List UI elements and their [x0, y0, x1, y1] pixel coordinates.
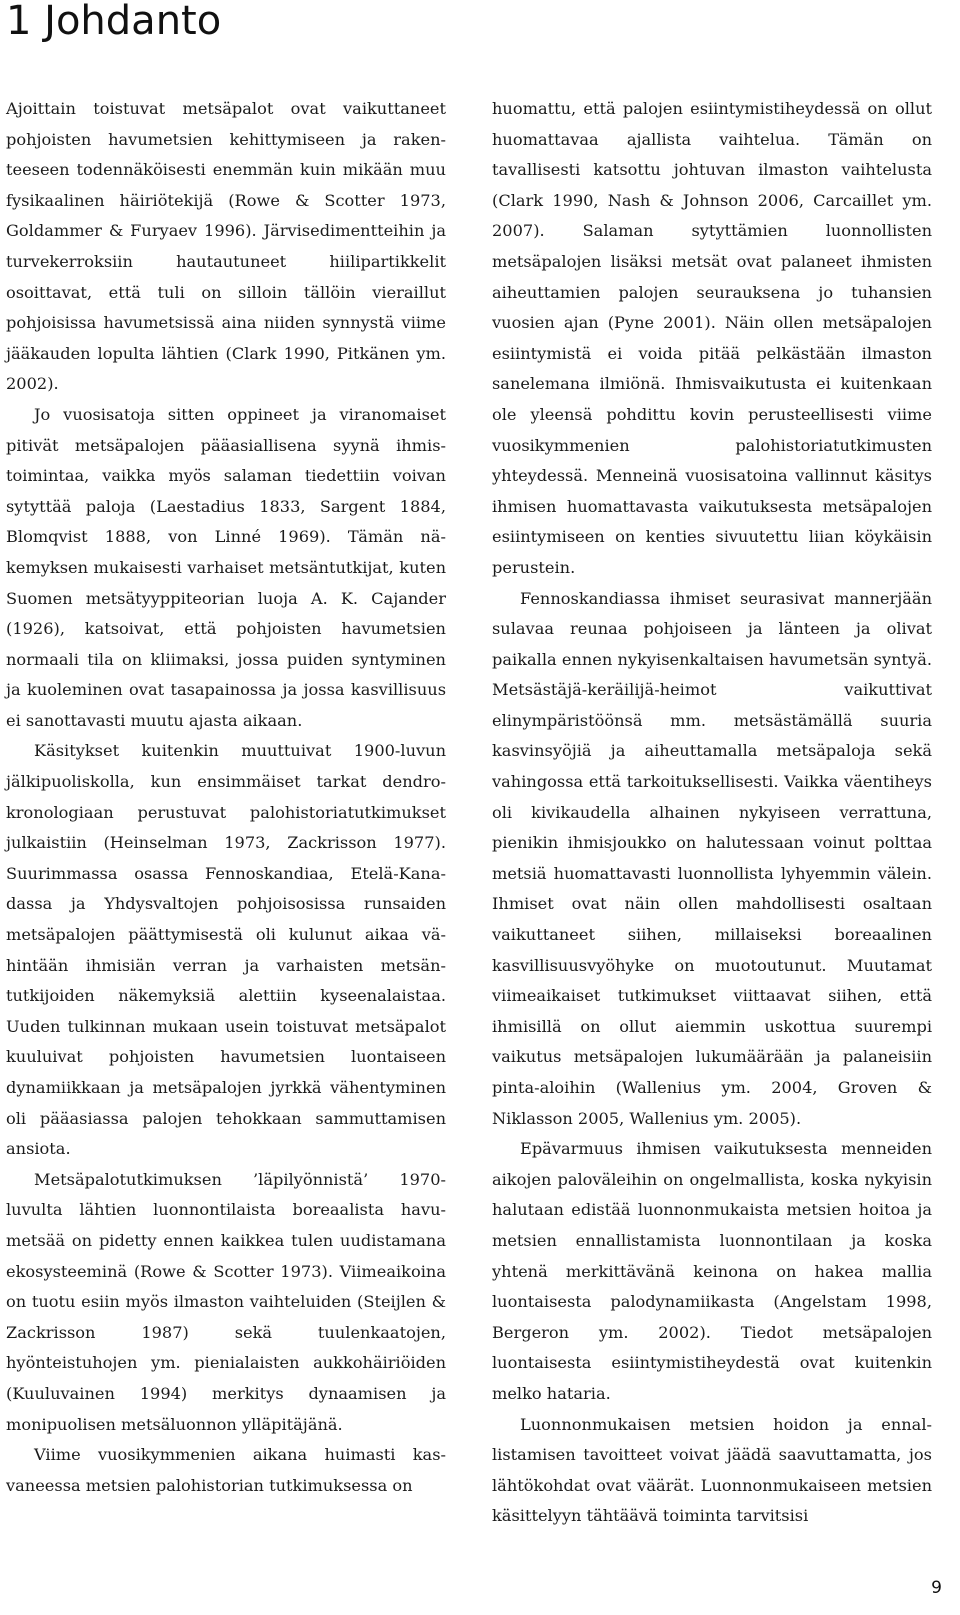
paragraph: Viime vuosikymmenien aikana huimasti kasvaneessa metsien palohistorian tutkimuksessa on	[6, 1445, 446, 1495]
paragraph: Metsäpalotutkimuksen ’läpilyönnistä’ 1970-luvulta lähtien luonnontilaista boreaalista havumetsää on pidetty ennen kaikkea tulen uudistamana ekosysteeminä (Rowe & Scotter 1973). Viimeaikoina on tuotu esiin myös ilmaston vaihteluiden (Steijlen & Zackrisson 1987) sekä tuulenkaatojen, hyönteistuhojen ym. pienialaisten aukkohäiriöiden (Kuuluvainen 1994) merkitys dynaamisen ja monipuolisen metsäluonnon ylläpitäjänä.	[6, 1169, 446, 1434]
left-column	[6, 94, 446, 1501]
paragraph: Ajoittain toistuvat metsäpalot ovat vaikuttaneet pohjoisten havumetsien kehittymiseen ja rakenteeseen todennäköisesti enemmän kuin mikään muu fysikaalinen häiriötekijä (Rowe & Scotter 1973, Goldammer & Furyaev 1996). Järvisedimentteihin ja turvekerroksiin hautautuneet hiilipartikkelit osoittavat, että tuli on silloin tällöin vieraillut pohjoisissa havumetsissä aina niiden synnystä viime jääkauden lopulta lähtien (Clark 1990, Pitkänen ym. 2002).	[6, 99, 446, 394]
paragraph: Epävarmuus ihmisen vaikutuksesta menneiden aikojen paloväleihin on ongelmallista, koska nykyisin halutaan edistää luonnonmukaista metsien hoitoa ja metsien ennallistamista luonnontilaan ja koska yhtenä merkittävänä keinona on hakea mallia luontaisesta palodynamiikasta (Angelstam 1998, Bergeron ym. 2002). Tiedot metsäpalojen luontaisesta esiintymistiheydestä ovat kuitenkin melko hataria.	[492, 1139, 932, 1403]
page-number: 9	[931, 1578, 942, 1598]
right-column	[492, 94, 932, 1532]
paragraph: Käsitykset kuitenkin muuttuivat 1900-luvun jälkipuoliskolla, kun ensimmäiset tarkat dendrokronologiaan perustuvat palohistoriatutkimukset julkaistiin (Heinselman 1973, Zackrisson 1977). Suurimmassa osassa Fennoskandiaa, Etelä-Kanadassa ja Yhdysvaltojen pohjoisosissa runsaiden metsäpalojen päättymisestä oli kulunut aikaa vähintään ihmisiän verran ja varhaisten metsäntutkijoiden näkemyksiä alettiin kyseenalaistaa. Uuden tulkinnan mukaan usein toistuvat metsäpalot kuuluivat pohjoisten havumetsien luontaiseen dynamiikkaan ja metsäpalojen jyrkkä vähentyminen oli pääasiassa palojen tehokkaan sammuttamisen ansiota.	[6, 741, 446, 1159]
paragraph: Fennoskandiassa ihmiset seurasivat mannerjään sulavaa reunaa pohjoiseen ja länteen ja olivat paikalla ennen nykyisenkaltaisen havumetsän syntyä. Metsästäjä-keräilijä-heimot vaikuttivat elinympäristöönsä mm. metsästämällä suuria kasvinsyöjiä ja aiheuttamalla metsäpaloja sekä vahingossa että tarkoituksellisesti. Vaikka väentiheys oli kivikaudella alhainen nykyiseen verrattuna, pienikin ihmisjoukko on halutessaan voinut polttaa metsiä huomattavasti luonnollista lyhyemmin välein. Ihmiset ovat näin ollen mahdollisesti osaltaan vaikuttaneet siihen, millaiseksi boreaalinen kasvillisuusvyöhyke on muotoutunut. Muutamat viimeaikaiset tutkimukset viittaavat siihen, että ihmisillä on ollut aiemmin uskottua suurempi vaikutus metsäpalojen lukumäärään ja palaneisiin pinta-aloihin (Wallenius ym. 2004, Groven & Niklasson 2005, Wallenius ym. 2005).	[492, 588, 932, 1128]
chapter-heading: 1 Johdanto	[6, 0, 222, 44]
paragraph: huomattu, että palojen esiintymistiheydessä on ollut huomattavaa ajallista vaihtelua. Tämän on tavallisesti katsottu johtuvan ilmaston vaihtelusta (Clark 1990, Nash & Johnson 2006, Carcaillet ym. 2007). Salaman sytyttämien luonnollisten metsäpalojen lisäksi metsät ovat palaneet ihmisten aiheuttamien palojen seurauksena jo tuhansien vuosien ajan (Pyne 2001). Näin ollen metsäpalojen esiintymistä ei voida pitää pelkästään ilmaston sanelemana ilmiönä. Ihmisvaikutusta ei kuitenkaan ole yleensä pohdittu kovin perusteellisesti viime vuosikymmenien palohistoriatutkimusten yhteydessä. Menneinä vuosisatoina vallinnut käsitys ihmisen huomattavasta vaikutuksesta metsäpalojen esiintymiseen on kenties sivuutettu liian köykäisin perustein.	[492, 99, 932, 577]
paragraph: Luonnonmukaisen metsien hoidon ja ennallistamisen tavoitteet voivat jäädä saavuttamatta, jos lähtökohdat ovat väärät. Luonnonmukaiseen metsien käsittelyyn tähtäävä toiminta tarvitsisi	[492, 1414, 932, 1526]
paragraph: Jo vuosisatoja sitten oppineet ja viranomaiset pitivät metsäpalojen pääasiallisena syynä ihmistoimintaa, vaikka myös salaman tiedettiin voivan sytyttää paloja (Laestadius 1833, Sargent 1884, Blomqvist 1888, von Linné 1969). Tämän näkemyksen mukaisesti varhaiset metsäntutkijat, kuten Suomen metsätyyppiteorian luoja A. K. Cajander (1926), katsoivat, että pohjoisten havumetsien normaali tila on kliimaksi, jossa puiden syntyminen ja kuoleminen ovat tasapainossa ja jossa kasvillisuus ei sanottavasti muutu ajasta aikaan.	[6, 404, 446, 730]
